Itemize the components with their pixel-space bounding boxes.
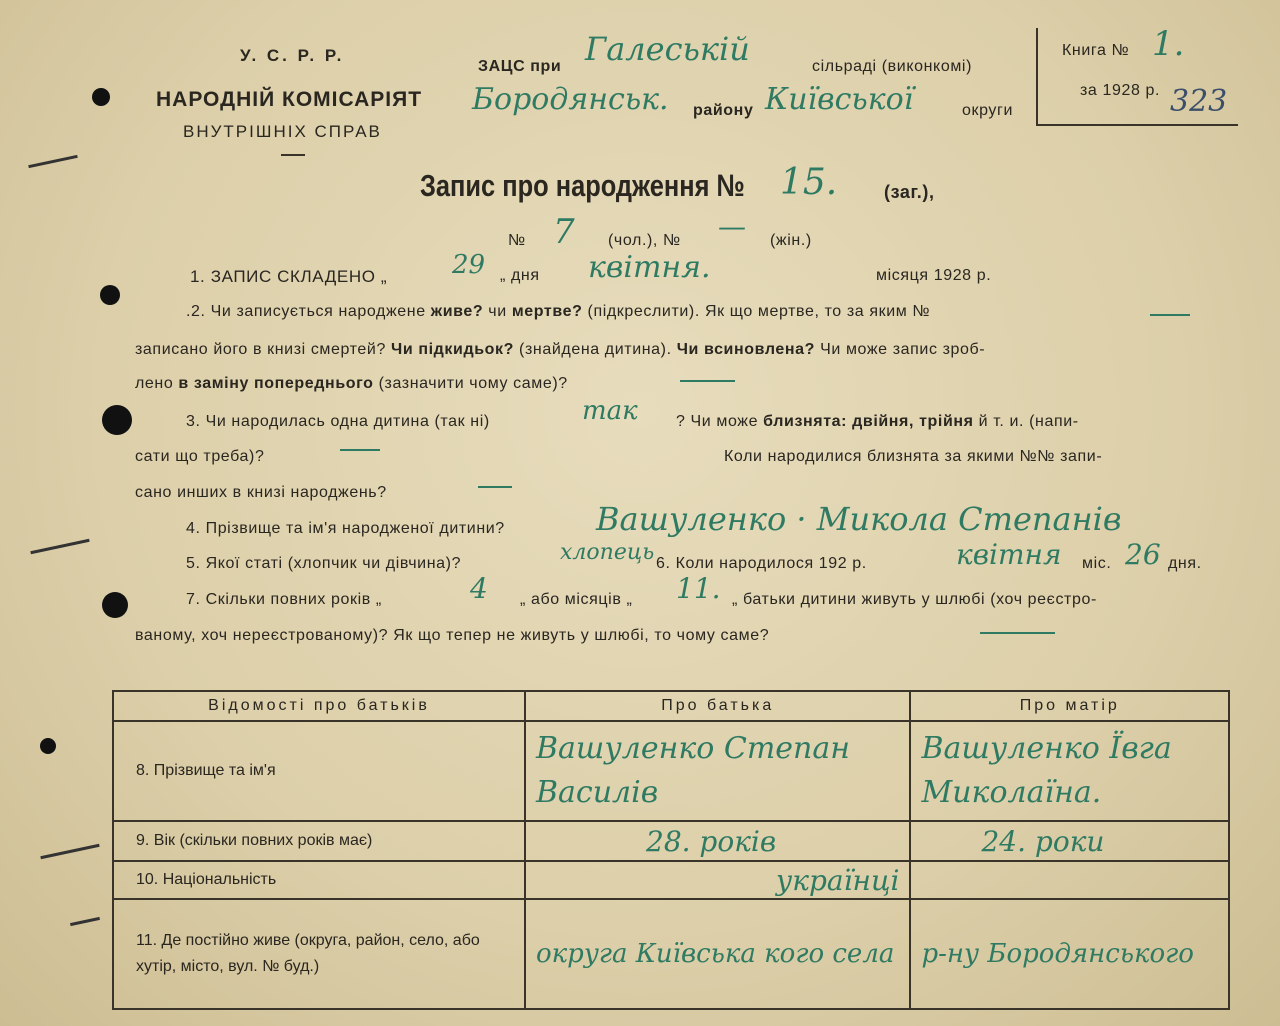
item4-label: 4. Прізвище та ім'я народженої дитини? xyxy=(186,520,505,537)
female-number-handwritten: — xyxy=(718,210,746,243)
item1-label: 1. ЗАПИС СКЛАДЕНО „ xyxy=(190,267,388,286)
district-handwritten: Бородянськ. xyxy=(472,82,669,117)
female-label: (жін.) xyxy=(770,232,812,249)
item3-line3-dash xyxy=(478,486,512,488)
child-name-handwritten: Вашуленко · Микола Степанів xyxy=(596,500,1122,538)
male-number-handwritten: 7 xyxy=(553,212,575,252)
zags-prefix: ЗАЦС при xyxy=(478,58,562,75)
child-sex-handwritten: хлопець xyxy=(560,540,655,565)
item3-line3: сано инших в книзі народжень? xyxy=(135,484,387,501)
header-divider xyxy=(281,154,305,156)
table-row xyxy=(113,899,1229,1009)
item2-text: .2. Чи записується народжене xyxy=(186,303,426,320)
item2-alive: живе? xyxy=(430,303,484,320)
book-label: Книга № xyxy=(1062,42,1130,59)
item1-day-handwritten: 29 xyxy=(452,250,486,280)
father-name-handwritten: Вашуленко Степан Василів xyxy=(536,731,851,810)
item3-answer-handwritten: так xyxy=(582,396,638,426)
record-title: Запис про народження № xyxy=(420,168,745,203)
father-value xyxy=(525,721,910,821)
row-label: 9. Вік (скільки повних років має) xyxy=(113,821,525,861)
col-header-mother: Про матір xyxy=(910,691,1229,721)
item7-dash xyxy=(980,632,1055,634)
table-row xyxy=(113,721,1229,821)
item1-month-handwritten: квітня. xyxy=(588,250,711,285)
item3-line1 xyxy=(676,413,1079,431)
row-label: 8. Прізвище та ім'я xyxy=(113,721,525,821)
item3-line1a: 3. Чи народилась одна дитина (так ні) xyxy=(186,413,490,430)
item7-label-b: „ або місяців „ xyxy=(520,591,633,608)
punch-hole xyxy=(40,738,56,754)
married-months-handwritten: 11. xyxy=(676,572,721,605)
item2-text2a: записано його в книзі смертей? xyxy=(135,341,386,358)
item7-line2: ваному, хоч нереєстрованому)? Як що тепер не живуть у шлюбі, то чому саме? xyxy=(135,627,770,644)
item2-or: чи xyxy=(488,303,507,320)
item3-dash xyxy=(340,449,380,451)
record-number-handwritten: 15. xyxy=(780,162,838,203)
punch-hole xyxy=(100,285,120,305)
row-label: 10. Національність xyxy=(113,861,525,899)
item2-adopted: Чи всиновлена? xyxy=(676,341,816,358)
father-age-handwritten: 28. років xyxy=(646,824,777,858)
item3-double: двійня, трійня xyxy=(852,413,974,430)
mother-value xyxy=(910,821,1229,861)
commissariat-label: НАРОДНІЙ КОМІСАРІЯТ xyxy=(156,88,423,111)
item7-label-c: „ батьки дитини живуть у шлюбі (хоч реєстро- xyxy=(732,591,1097,608)
department-label: ВНУТРІШНІХ СПРАВ xyxy=(183,122,382,141)
mother-value xyxy=(910,721,1229,821)
village-council-handwritten: Галеській xyxy=(585,30,750,68)
item3-text1b: ? Чи може xyxy=(676,413,759,430)
father-value xyxy=(525,821,910,861)
item2-text3a: лено xyxy=(135,375,174,392)
male-label: (чол.), № xyxy=(608,232,681,249)
punch-hole xyxy=(92,88,110,106)
item6-month-label: міс. xyxy=(1082,555,1112,572)
item2-replace: в заміну попереднього xyxy=(178,375,374,392)
item6-label: 6. Коли народилося 192 р. xyxy=(656,555,867,572)
table-header-row xyxy=(113,691,1229,721)
number-label: № xyxy=(508,232,526,249)
item2-foundling: Чи підкидьок? xyxy=(391,341,514,358)
item2-dead: мертве? xyxy=(511,303,583,320)
nationality-handwritten: українці xyxy=(776,863,900,897)
item2-found: (знайдена дитина). xyxy=(519,341,672,358)
mother-age-handwritten: 24. роки xyxy=(981,824,1105,858)
district-label: району xyxy=(693,102,754,119)
item1-month-label: місяця 1928 р. xyxy=(876,267,992,284)
item3-line2b: Коли народилися близнята за якими №№ запи- xyxy=(724,448,1103,465)
table-row xyxy=(113,861,1229,899)
item1-day-label: „ дня xyxy=(500,267,540,284)
table-row xyxy=(113,821,1229,861)
mother-value xyxy=(910,899,1229,1009)
punch-hole xyxy=(102,592,128,618)
village-council-label: сільраді (виконкомі) xyxy=(812,58,972,75)
book-side-handwritten: 323 xyxy=(1170,84,1228,119)
item3-twins: близнята: xyxy=(763,413,848,430)
item3-line2a: сати що треба)? xyxy=(135,448,265,465)
item2-line1 xyxy=(186,303,930,321)
book-number-handwritten: 1. xyxy=(1152,24,1185,64)
book-year-label: за 1928 р. xyxy=(1080,82,1161,99)
republic-label: У. С. Р. Р. xyxy=(240,46,345,65)
item2-line3 xyxy=(135,375,568,393)
item2-dash xyxy=(1150,314,1190,316)
item5-label: 5. Якої статі (хлопчик чи дівчина)? xyxy=(186,555,462,572)
row-label: 11. Де постійно живе (округа, район, село, або хутір, місто, вул. № буд.) xyxy=(113,899,525,1009)
father-value xyxy=(525,899,910,1009)
father-value xyxy=(525,861,910,899)
item2-line3-dash xyxy=(680,380,735,382)
birth-day-handwritten: 26 xyxy=(1125,538,1161,571)
mother-name-handwritten: Вашуленко Ївга Миколаїна. xyxy=(921,731,1172,810)
item2-line2 xyxy=(135,341,985,359)
okrug-handwritten: Київської xyxy=(765,82,914,117)
mother-value xyxy=(910,861,1229,899)
parents-table xyxy=(112,690,1230,1010)
item3-text1c: й т. и. (напи- xyxy=(978,413,1079,430)
punch-hole xyxy=(102,405,132,435)
item2-text3b: (зазначити чому саме)? xyxy=(378,375,568,392)
married-years-handwritten: 4 xyxy=(470,572,488,605)
col-header-father: Про батька xyxy=(525,691,910,721)
father-residence-handwritten: округа Київська кого села xyxy=(536,939,895,969)
okrug-label: округи xyxy=(962,102,1013,119)
mother-residence-handwritten: р-ну Бородянського xyxy=(921,939,1194,969)
record-title-suffix: (заг.), xyxy=(884,182,935,202)
item6-day-label: дня. xyxy=(1168,555,1202,572)
item2-text2b: Чи може запис зроб- xyxy=(820,341,986,358)
item2-rest: (підкреслити). Як що мертве, то за яким № xyxy=(587,303,931,320)
birth-month-handwritten: квітня xyxy=(956,538,1062,571)
col-header-info: Відомості про батьків xyxy=(113,691,525,721)
item7-label-a: 7. Скільки повних років „ xyxy=(186,591,382,608)
